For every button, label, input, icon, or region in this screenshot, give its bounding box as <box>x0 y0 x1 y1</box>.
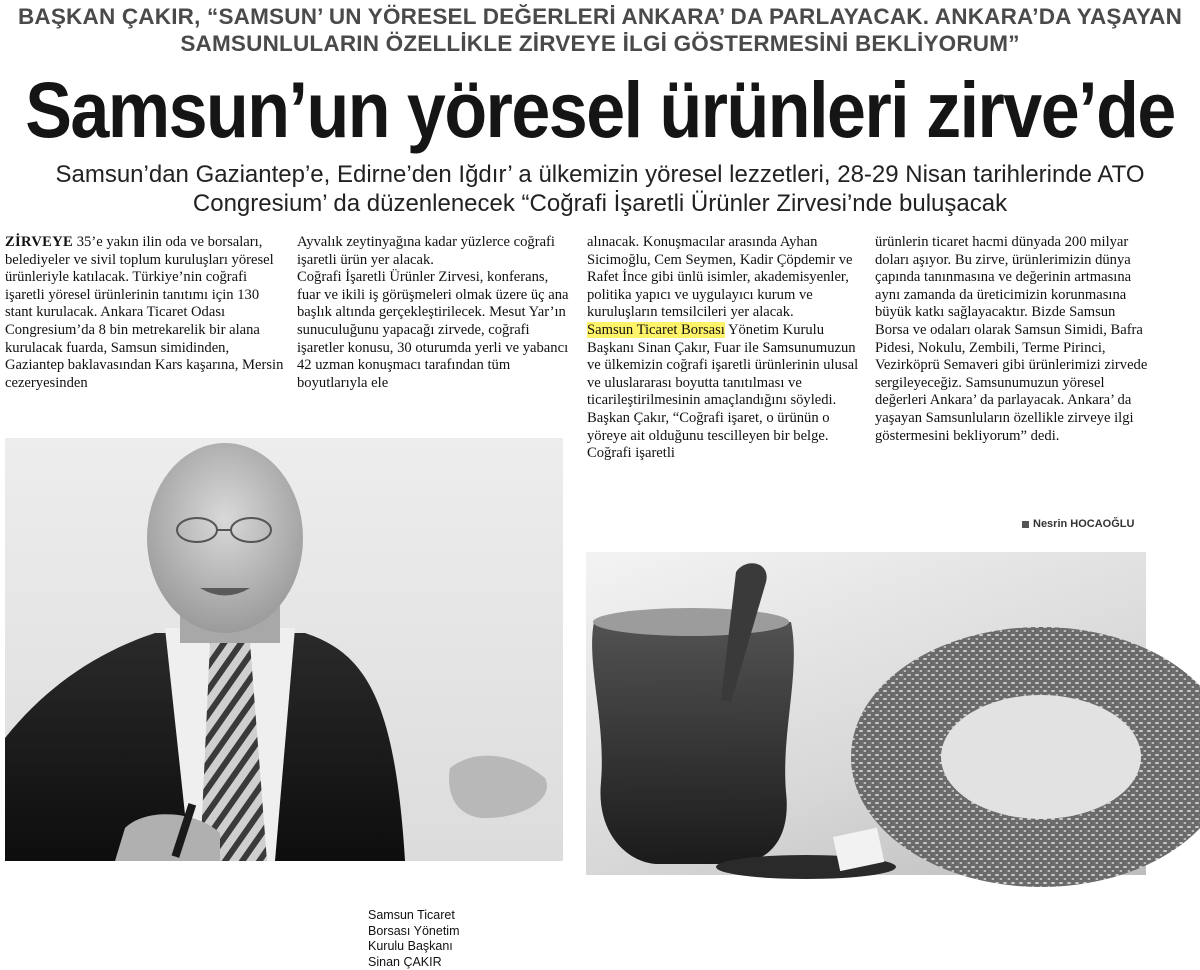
highlighted-text: Samsun Ticaret Borsası <box>587 321 725 338</box>
byline-square-icon <box>1022 521 1029 528</box>
article-column-2: Ayvalık zeytinyağına kadar yüzlerce coğrafi işaretli ürün yer alacak. Coğrafi İşaretli Ürünler Zirvesi, konferans, fuar ve ikili iş görüşmeleri olmak üzere üç ana başlık altında gerçekleştirilecek. Mesut Yar’ın sunuculuğunu yapacağı zirvede, coğrafi işaretler konusu, 30 oturumda yerli ve yabancı 42 uzman konuşmacı tarafından tüm boyutlarıyla ele <box>297 234 569 391</box>
kicker: BAŞKAN ÇAKIR, “SAMSUN’ UN YÖRESEL DEĞERLERİ ANKARA’ DA PARLAYACAK. ANKARA’DA YAŞAYAN SAMSUNLULARIN ÖZELLİKLE ZİRVEYE İLGİ GÖSTERMESİNİ BEKLİYORUM” <box>17 4 1183 56</box>
column-3-text-a: alınacak. Konuşmacılar arasında Ayhan Sicimoğlu, Cem Seymen, Kadir Çöpdemir ve Rafet İnce gibi ünlü isimler, akademisyenler, politika yapıcı ve uygulayıcı kurum ve kuruluşların temsilcileri yer alacak. <box>587 234 853 321</box>
tea-simit-illustration <box>586 552 1146 875</box>
photo-caption: Samsun Ticaret Borsası Yönetim Kurulu Başkanı Sinan ÇAKIR <box>368 908 460 969</box>
headline: Samsun’un yöresel ürünleri zirve’de <box>25 66 1175 154</box>
subheadline: Samsun’dan Gaziantep’e, Edirne’den Iğdır’ a ülkemizin yöresel lezzetleri, 28-29 Nisan tarihlerinde ATO Congresium’ da düzenlenecek “Coğrafi İşaretli Ürünler Zirvesi’nde buluşacak <box>55 161 1145 217</box>
article-column-1 <box>5 234 285 392</box>
article-column-3 <box>587 234 865 463</box>
portrait-photo <box>5 438 563 969</box>
lead-word: ZİRVEYE <box>5 234 74 250</box>
portrait-illustration <box>5 438 563 861</box>
article-column-4: ürünlerin ticaret hacmi dünyada 200 milyar doları aşıyor. Bu zirve, ürünlerimizin dünya çapında tanınmasına ve değerinin artmasına aynı zamanda da üreticimizin korunmasına büyük katkı sağlayacaktır. Bizde Samsun Borsa ve odaları olarak Samsun Simidi, Bafra Pidesi, Nokulu, Zembili, Terme Pirinci, Vezirköprü Semaveri gibi ürünlerimizi zirvede sergileyeceğiz. Samsunumuzun yöresel değerleri Ankara’ da parlayacak. Ankara’ da yaşayan Samsunluların özellikle zirveye ilgi göstermesini bekliyorum” dedi. <box>875 234 1148 444</box>
byline-author: Nesrin HOCAOĞLU <box>1033 518 1135 530</box>
column-1-text: 35’e yakın ilin oda ve borsaları, belediyeler ve sivil toplum kuruluşları yöresel ürünleriyle katılacak. Türkiye’nin coğrafi işaretli yöresel ürünlerinin tanıtımı için 130 stant kurulacak. Ankara Ticaret Odası Congresium’da 8 bin metrekarelik bir alana kurulacak fuarda, Samsun simidinden, Gaziantep baklavasından Kars kaşarına, Mersin cezeryesinden <box>5 234 284 391</box>
column-3-text-b: Yönetim Kurulu Başkanı Sinan Çakır, Fuar ile Samsunumuzun ve ülkemizin coğrafi işaretli ürünlerinin ulusal ve uluslararası boyutta tanıtılması ve ticarileştirilmesinin amaçlandığını söyledi. Başkan Çakır, “Coğrafi işaret, o ürünün o yöreye ait olduğunu tescilleyen bir belge. Coğrafi işaretli <box>587 321 859 462</box>
tea-simit-photo <box>586 552 1146 875</box>
byline <box>1022 518 1134 530</box>
